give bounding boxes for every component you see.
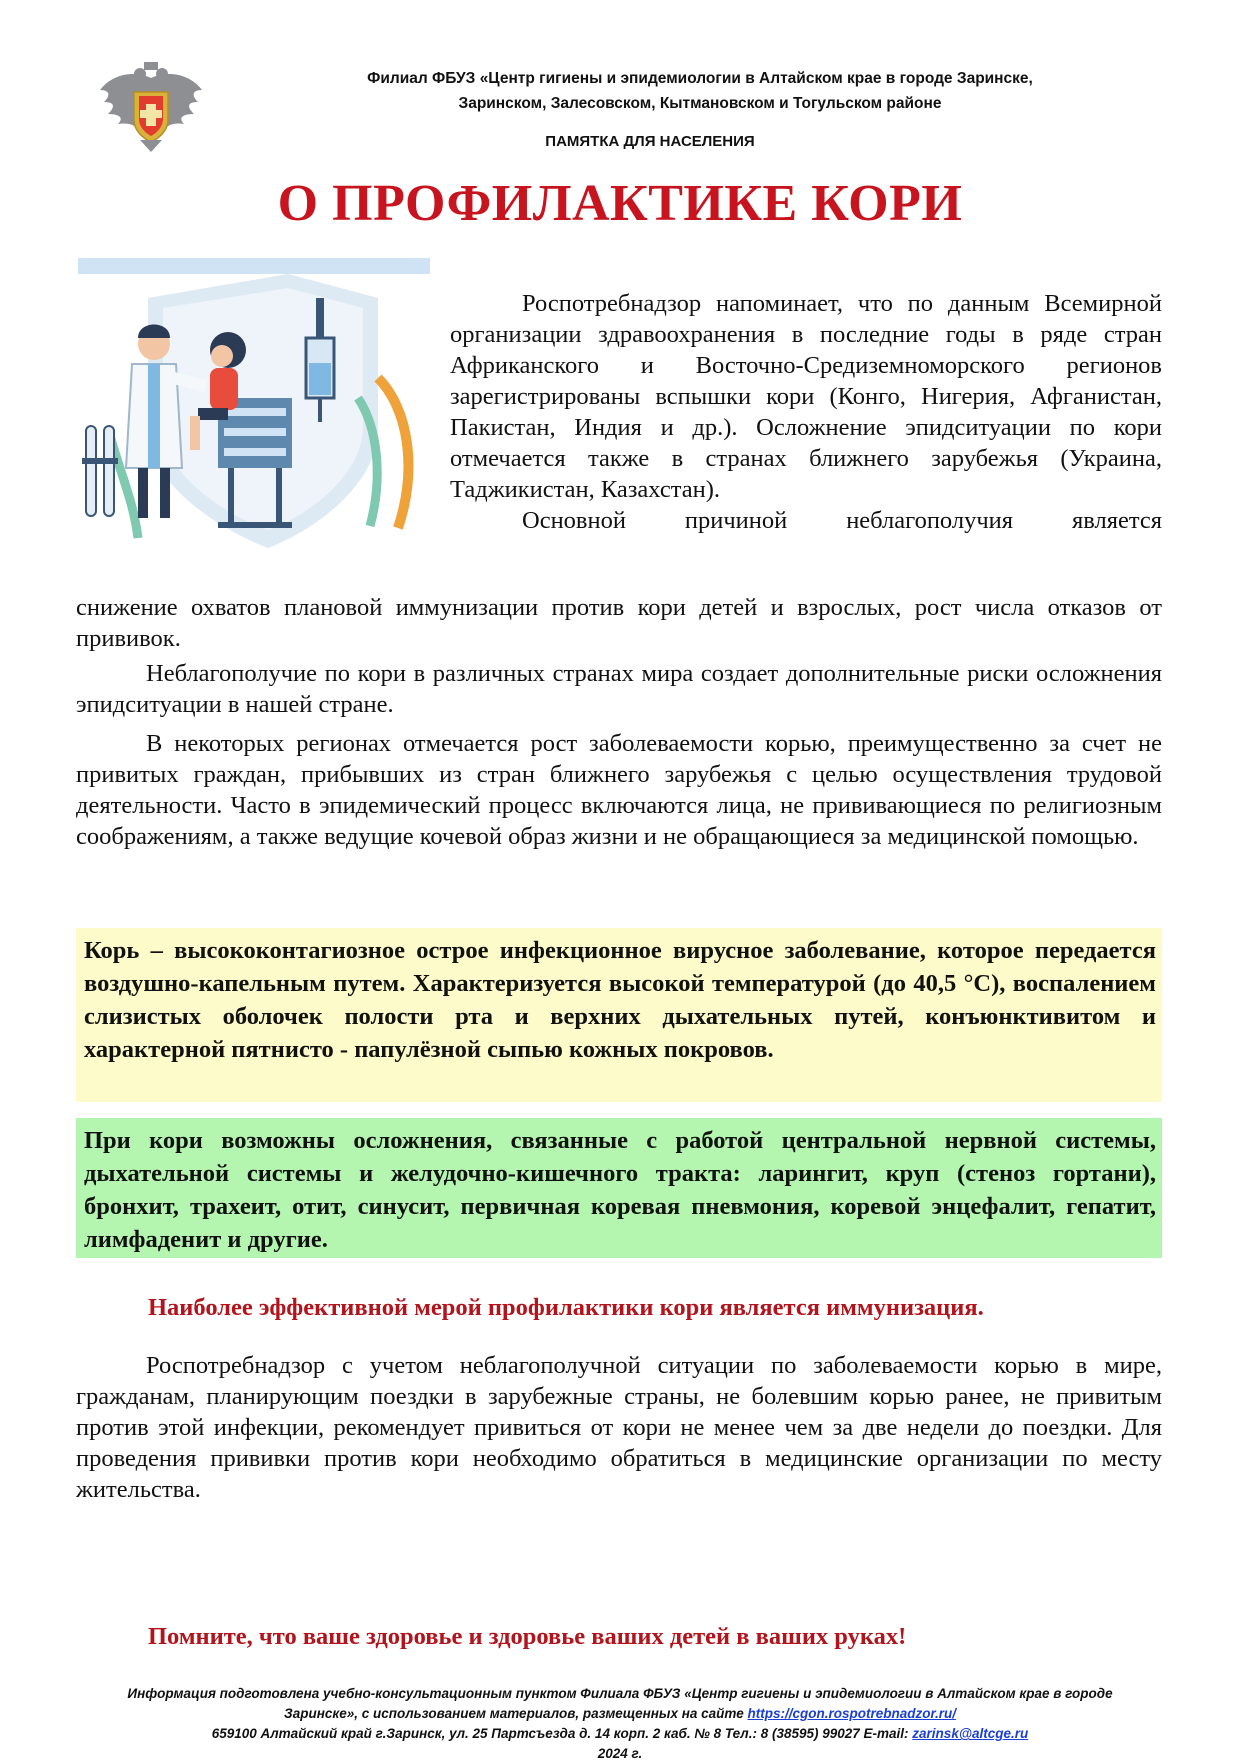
email-link[interactable]: zarinsk@altcge.ru <box>912 1726 1029 1741</box>
measles-definition-box <box>76 928 1162 1102</box>
complications-box <box>76 1118 1162 1258</box>
risk-paragraph: Неблагополучие по кори в различных странах мира создает дополнительные риски осложнения эпидситуации в нашей стране. <box>76 660 1162 718</box>
risk-paragraph-block <box>76 658 1162 720</box>
organization-line-2: Заринском, Залесовском, Кытмановском и Тогульском районе <box>458 95 942 112</box>
intro-text <box>450 288 1162 536</box>
footer <box>60 1684 1180 1764</box>
footer-address: 659100 Алтайский край г.Заринск, ул. 25 Партсъезда д. 14 корп. 2 каб. № 8 Тел.: 8 (38595) 99027 E-mail: <box>211 1726 913 1741</box>
footer-line-3 <box>60 1724 1180 1744</box>
cause-paragraph-rest: снижение охватов плановой иммунизации против кори детей и взрослых, рост числа отказов от прививок. <box>76 594 1162 652</box>
rospotrebnadzor-emblem-icon <box>94 60 208 156</box>
regions-paragraph-block <box>76 728 1162 852</box>
recommendation-paragraph: Роспотребнадзор с учетом неблагополучной ситуации по заболеваемости корью в мире, гражданам, планирующим поездки в зарубежные страны, не болевшим корью ранее, не привитым против этой инфекции, рекомендует привиться от кори не менее чем за две недели до поездки. Для проведения прививки против кори необходимо обратиться в медицинские организации по месту жительства. <box>76 1352 1162 1503</box>
intro-paragraph: Роспотребнадзор напоминает, что по данным Всемирной организации здравоохранения в последние годы в ряде стран Африканского и Восточно-Средиземноморского регионов зарегистрированы вспышки кори (Конго, Нигерия, Афганистан, Пакистан, Индия и др.). Осложнение эпидситуации по кори отмечается также в странах ближнего зарубежья (Украина, Таджикистан, Казахстан). <box>450 290 1162 503</box>
footer-line-2-text: Заринске», с использованием материалов, размещенных на сайте <box>284 1706 748 1721</box>
footer-year: 2024 г. <box>597 1746 643 1761</box>
complications-text: При кори возможны осложнения, связанные с работой центральной нервной системы, дыхательной системы и желудочно-кишечного тракта: ларингит, круп (стеноз гортани), бронхит, трахеит, отит, синусит, первичная коревая пневмония, коревой энцефалит, гепатит, лимфаденит и другие. <box>84 1127 1156 1253</box>
cause-paragraph-start: Основной причиной неблагополучия является <box>522 507 1162 534</box>
page-title: О ПРОФИЛАКТИКЕ КОРИ <box>277 175 963 232</box>
closing-statement: Помните, что ваше здоровье и здоровье ваших детей в ваших руках! <box>148 1623 907 1650</box>
doctor-vaccinating-child-illustration <box>78 258 430 560</box>
measles-definition-text: Корь – высококонтагиозное острое инфекционное вирусное заболевание, которое передается воздушно-капельным путем. Характеризуется высокой температурой (до 40,5 °С), воспалением слизистых оболочек полости рта и верхних дыхательных путей, конъюнктивитом и характерной пятнисто - папулёзной сыпью кожных покровов. <box>84 937 1156 1063</box>
footer-line-1: Информация подготовлена учебно-консультационным пунктом Филиала ФБУЗ «Центр гигиены и эпидемиологии в Алтайском крае в городе <box>127 1686 1113 1701</box>
organization-line-1: Филиал ФБУЗ «Центр гигиены и эпидемиологии в Алтайском крае в городе Заринске, <box>367 70 1033 87</box>
regions-paragraph: В некоторых регионах отмечается рост заболеваемости корью, преимущественно за счет не привитых граждан, прибывших из стран ближнего зарубежья с целью осуществления трудовой деятельности. Часто в эпидемический процесс включаются лица, не прививающиеся по религиозным соображениям, а также ведущие кочевой образ жизни и не обращающиеся за медицинской помощью. <box>76 730 1162 850</box>
footer-line-2 <box>60 1704 1180 1724</box>
memo-label: ПАМЯТКА ДЛЯ НАСЕЛЕНИЯ <box>545 133 755 150</box>
recommendation-paragraph-block <box>76 1350 1162 1505</box>
site-link[interactable]: https://cgon.rospotrebnadzor.ru/ <box>747 1706 956 1721</box>
immunization-statement: Наиболее эффективной мерой профилактики кори является иммунизация. <box>148 1294 984 1321</box>
cause-paragraph-continuation <box>76 592 1162 654</box>
organization-header <box>250 66 1150 116</box>
